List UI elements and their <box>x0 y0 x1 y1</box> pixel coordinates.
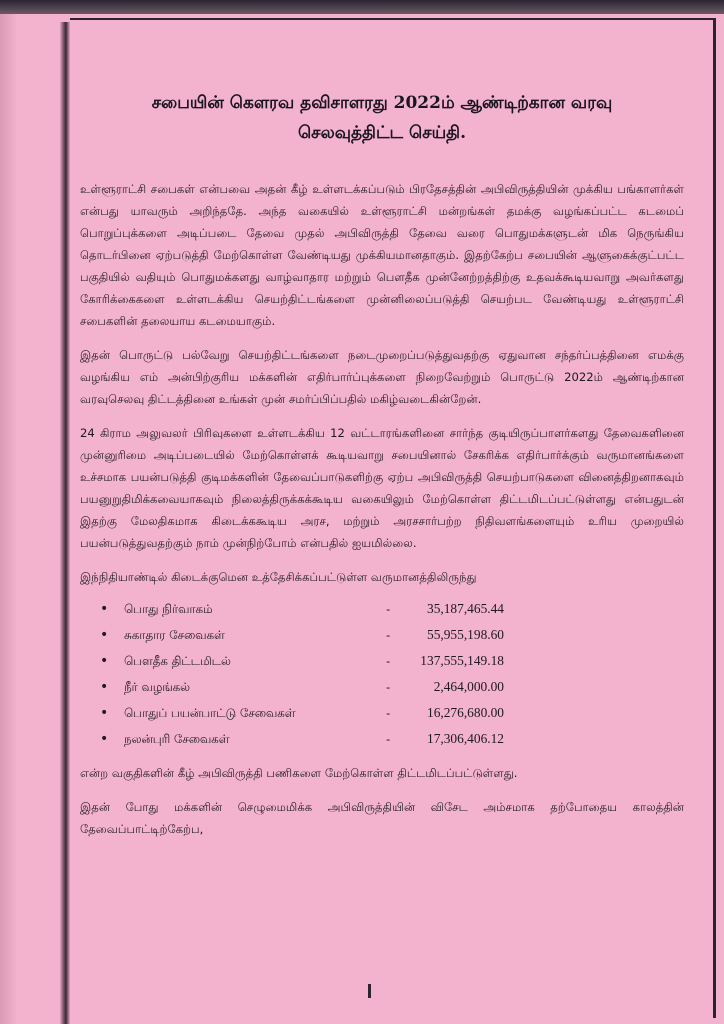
bullet-icon: • <box>100 601 109 617</box>
budget-item-dash: - <box>386 706 391 720</box>
budget-item-dash: - <box>386 628 391 642</box>
bullet-icon: • <box>100 705 109 721</box>
budget-item-amount: 137,555,149.18 <box>420 653 504 668</box>
bullet-icon: • <box>100 731 109 747</box>
budget-item-label: நலன்புரி சேவைகள் <box>124 732 230 746</box>
budget-item-amount: 55,955,198.60 <box>427 627 504 642</box>
budget-item-label: பொது நிர்வாகம் <box>124 602 213 616</box>
page-fold-shadow <box>60 22 70 1024</box>
scan-top-edge <box>0 0 724 14</box>
budget-item-label: நீர் வழங்கல் <box>124 680 190 694</box>
list-item <box>80 700 684 726</box>
title-spacer <box>80 148 684 178</box>
title-line-1: சபையின் கௌரவ தவிசாளரது 2022ம் ஆண்டிற்கான வரவு <box>151 93 613 113</box>
budget-item-dash: - <box>386 654 391 668</box>
budget-item-label: சுகாதார சேவைகள் <box>124 628 225 642</box>
budget-item-dash: - <box>386 732 391 746</box>
budget-item-label: பொதுப் பயன்பாட்டு சேவைகள் <box>124 706 296 720</box>
budget-item-amount: 17,306,406.12 <box>427 731 504 746</box>
bullet-icon: • <box>100 653 109 669</box>
budget-item-label: பௌதீக திட்டமிடல் <box>124 654 231 668</box>
budget-item-dash: - <box>386 680 391 694</box>
list-item <box>80 726 684 752</box>
budget-list <box>80 596 684 752</box>
page-title <box>80 88 684 148</box>
closing-paragraph: இதன் போது மக்களின் செழுமைமிக்க அபிவிருத்தியின் விசேட அம்சமாக தற்போதைய காலத்தின் தேவைப்பாட்டிற்கேற்ப, <box>80 800 684 836</box>
budget-item-amount: 2,464,000.00 <box>433 679 504 694</box>
after-list-paragraph: என்ற வகுதிகளின் கீழ் அபிவிருத்தி பணிகளை மேற்கொள்ள திட்டமிடப்பட்டுள்ளது. <box>80 766 518 780</box>
bullet-icon: • <box>100 679 109 695</box>
list-intro: இந்நிதியாண்டில் கிடைக்குமென உத்தேசிக்கப்பட்டுள்ள வருமானத்திலிருந்து <box>80 570 477 584</box>
page-binding-edge <box>0 14 16 1024</box>
page-mark <box>368 984 371 998</box>
paragraph-3: 24 கிராம அலுவலர் பிரிவுகளை உள்ளடக்கிய 12 வட்டாரங்களினை சார்ந்த குடியிருப்பாளர்களது தேவைகளினை முன்னுரிமை அடிப்படையில் மேற்கொள்ளக் கூடியவாறு சபையினால் சேகரிக்க எதிர்பார்க்கும் வருமானங்களை உச்சமாக பயன்படுத்தி குடிமக்களின் தேவைப்பாடுகளிற்கு ஏற்ப அபிவிருத்தி செயற்பாடுகளை வினைத்திறனாகவும் பயனுறுதிமிக்கவையாகவும் நிலைத்திருக்கக்கூடிய வகையிலும் மேற்கொள்ள திட்டமிடப்பட்டுள்ளது என்பதுடன் இதற்கு மேலதிகமாக கிடைக்ககூடிய அரச, மற்றும் அரசசார்பற்ற நிதிவளங்களையும் உரிய முறையில் பயன்படுத்துவதற்கும் நாம் முன்நிற்போம் என்பதில் ஐயமில்லை. <box>80 426 684 550</box>
budget-item-amount: 16,276,680.00 <box>427 705 504 720</box>
list-item <box>80 674 684 700</box>
paragraph-1: உள்ளூராட்சி சபைகள் என்பவை அதன் கீழ் உள்ளடக்கப்படும் பிரதேசத்தின் அபிவிருத்தியின் முக்கிய பங்காளர்கள் என்பது யாவரும் அறிந்ததே. அந்த வகையில் உள்ளூராட்சி மன்றங்கள் தமக்கு வழங்கப்பட்ட கடமைப் பொறுப்புக்களை அடிப்படை தேவை முதல் அபிவிருத்தி தேவை வரை பொதுமக்களுடன் மிக நெருங்கிய தொடர்பினை ஏற்படுத்தி மேற்கொள்ள வேண்டியது முக்கியமானதாகும். இதற்கேற்ப சபையின் ஆளுகைக்குட்பட்ட பகுதியில் வதியும் பொதுமக்களது வாழ்வாதார மற்றும் பௌதீக முன்னேற்றத்திற்கு உதவக்கூடியவாறு அவர்களது கோரிக்கைகளை உள்ளடக்கிய செயற்திட்டங்களை முன்னிலைப்படுத்தி செயற்பட வேண்டியது உள்ளூராட்சி சபைகளின் தலையாய கடமையாகும். <box>80 182 684 328</box>
list-item <box>80 648 684 674</box>
bullet-icon: • <box>100 627 109 643</box>
title-line-2: செலவுத்திட்ட செய்தி. <box>297 123 467 143</box>
document-body <box>80 88 684 852</box>
list-item <box>80 596 684 622</box>
paragraph-2: இதன் பொருட்டு பல்வேறு செயற்திட்டங்களை நடைமுறைப்படுத்துவதற்கு ஏதுவான சந்தர்ப்பத்தினை எமக்கு வழங்கிய எம் அன்பிற்குரிய மக்களின் எதிர்பார்ப்புக்களை நிறைவேற்றும் பொருட்டு 2022ம் ஆண்டிற்கான வரவுசெலவு திட்டத்தினை உங்கள் முன் சமர்ப்பிப்பதில் மகிழ்வடைகின்றேன். <box>80 348 684 406</box>
budget-item-dash: - <box>386 602 391 616</box>
budget-item-amount: 35,187,465.44 <box>427 601 504 616</box>
list-item <box>80 622 684 648</box>
